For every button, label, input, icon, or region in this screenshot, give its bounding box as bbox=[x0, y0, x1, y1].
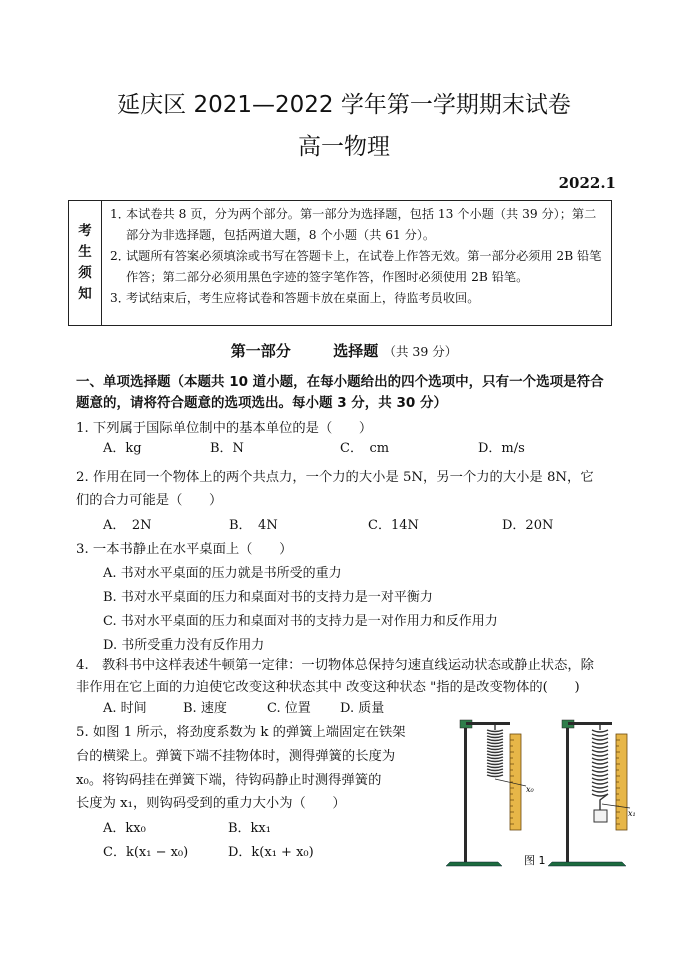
question-2-stem-line2: 们的合力可能是（ ） bbox=[76, 493, 223, 508]
notice-item-text: 考试结束后，考生应将试卷和答题卡放在桌面上，待监考员收回。 bbox=[126, 291, 480, 305]
q2-option-b: B． 4N bbox=[229, 518, 278, 533]
q1-option-d: D．m/s bbox=[478, 441, 525, 456]
question-2-stem-line1: 2. 作用在同一个物体上的两个共点力，一个力的大小是 5N，另一个力的大小是 8N，它 bbox=[76, 470, 594, 485]
q2-option-a: A． 2N bbox=[103, 518, 152, 533]
question-1-stem: 1. 下列属于国际单位制中的基本单位的是（ ） bbox=[76, 421, 373, 436]
q3-option-c: C. 书对水平桌面的压力和桌面对书的支持力是一对作用力和反作用力 bbox=[103, 614, 498, 629]
label-x1: x₁ bbox=[628, 809, 636, 818]
left-stand-base bbox=[446, 862, 502, 866]
q1-option-a: A．kg bbox=[103, 441, 142, 456]
q5-option-b: B．kx₁ bbox=[228, 821, 271, 836]
figure-caption: 图 1 bbox=[524, 854, 546, 867]
notice-items bbox=[102, 201, 611, 325]
q2-option-d: D．20N bbox=[502, 518, 554, 533]
part-points: （共 39 分） bbox=[383, 344, 458, 359]
exam-subtitle: 高一物理 bbox=[298, 134, 390, 160]
q4-option-a: A. 时间 bbox=[103, 701, 147, 716]
q5-option-a: A．kx₀ bbox=[103, 821, 146, 836]
right-stand bbox=[548, 720, 636, 866]
notice-heading bbox=[69, 201, 102, 325]
notice-box bbox=[68, 200, 612, 326]
q5-option-d: D．k(x₁ + x₀) bbox=[228, 845, 314, 860]
left-crossbar bbox=[466, 722, 510, 725]
q1-option-c: C． cm bbox=[340, 441, 390, 456]
q2-option-c: C．14N bbox=[368, 518, 419, 533]
q3-option-d: D. 书所受重力没有反作用力 bbox=[103, 638, 265, 653]
question-4-stem-line1: 4. 教科书中这样表述牛顿第一定律：一切物体总保持匀速直线运动状态或静止状态，除 bbox=[76, 658, 594, 673]
q4-option-b: B. 速度 bbox=[183, 701, 227, 716]
notice-item-number: 3． bbox=[110, 291, 130, 305]
q5-option-c: C．k(x₁ − x₀) bbox=[103, 845, 189, 860]
section-instructions: 一、单项选择题（本题共 10 道小题，在每小题给出的四个选项中，只有一个选项是符合题意的，请将符合题意的选项选出。每小题 3 分，共 30 分） bbox=[76, 374, 604, 411]
left-stand bbox=[446, 720, 535, 866]
question-3-stem: 3. 一本书静止在水平桌面上（ ） bbox=[76, 542, 293, 557]
right-stand-pole bbox=[566, 722, 569, 864]
question-5-line4: 长度为 x₁，则钩码受到的重力大小为（ ） bbox=[76, 796, 346, 811]
part-heading bbox=[0, 340, 688, 361]
hook-weight bbox=[594, 810, 607, 822]
question-5-line2: 台的横梁上。弹簧下端不挂物体时，测得弹簧的长度为 bbox=[76, 749, 396, 764]
question-5-line1: 5. 如图 1 所示，将劲度系数为 k 的弹簧上端固定在铁架 bbox=[76, 725, 406, 740]
part-label: 第一部分 bbox=[230, 342, 291, 360]
q4-option-c: C. 位置 bbox=[267, 701, 311, 716]
q3-option-a: A. 书对水平桌面的压力就是书所受的重力 bbox=[103, 566, 342, 581]
left-stand-pole bbox=[464, 722, 467, 864]
question-5-line3: x₀。将钩码挂在弹簧下端，待钩码静止时测得弹簧的 bbox=[76, 773, 382, 788]
notice-item bbox=[110, 288, 605, 309]
part-name: 选择题 bbox=[333, 342, 379, 360]
exam-date: 2022.1 bbox=[558, 174, 616, 192]
notice-head-char: 知 bbox=[78, 286, 92, 302]
q3-option-b: B. 书对水平桌面的压力和桌面对书的支持力是一对平衡力 bbox=[103, 590, 433, 605]
notice-head-char: 生 bbox=[78, 244, 92, 260]
right-spring bbox=[592, 725, 608, 810]
notice-item-text: 试题所有答案必须填涂或书写在答题卡上，在试卷上作答无效。第一部分必须用 2B 铅笔作答；第二部分必须用黑色字迹的签字笔作答，作图时必须使用 2B 铅笔。 bbox=[126, 249, 602, 284]
notice-head-char: 考 bbox=[78, 223, 92, 239]
q4-option-d: D. 质量 bbox=[340, 701, 385, 716]
notice-head-char: 须 bbox=[78, 265, 92, 281]
notice-item-number: 1． bbox=[110, 207, 130, 221]
question-4-stem-line2: 非作用在它上面的力迫使它改变这种状态其中 改变这种状态 "指的是改变物体的( ) bbox=[76, 680, 580, 695]
notice-item-number: 2． bbox=[110, 249, 130, 263]
exam-title: 延庆区 2021—2022 学年第一学期期末试卷 bbox=[117, 92, 571, 118]
label-x0: x₀ bbox=[526, 785, 534, 794]
figure-1 bbox=[440, 712, 640, 872]
notice-item bbox=[110, 204, 605, 246]
notice-item bbox=[110, 246, 605, 288]
notice-item-text: 本试卷共 8 页，分为两个部分。第一部分为选择题，包括 13 个小题（共 39 分）；第二部分为非选择题，包括两道大题，8 个小题（共 61 分）。 bbox=[126, 207, 597, 242]
left-spring bbox=[487, 725, 503, 777]
right-crossbar bbox=[568, 722, 612, 725]
q1-option-b: B．N bbox=[210, 441, 244, 456]
right-stand-base bbox=[548, 862, 626, 866]
